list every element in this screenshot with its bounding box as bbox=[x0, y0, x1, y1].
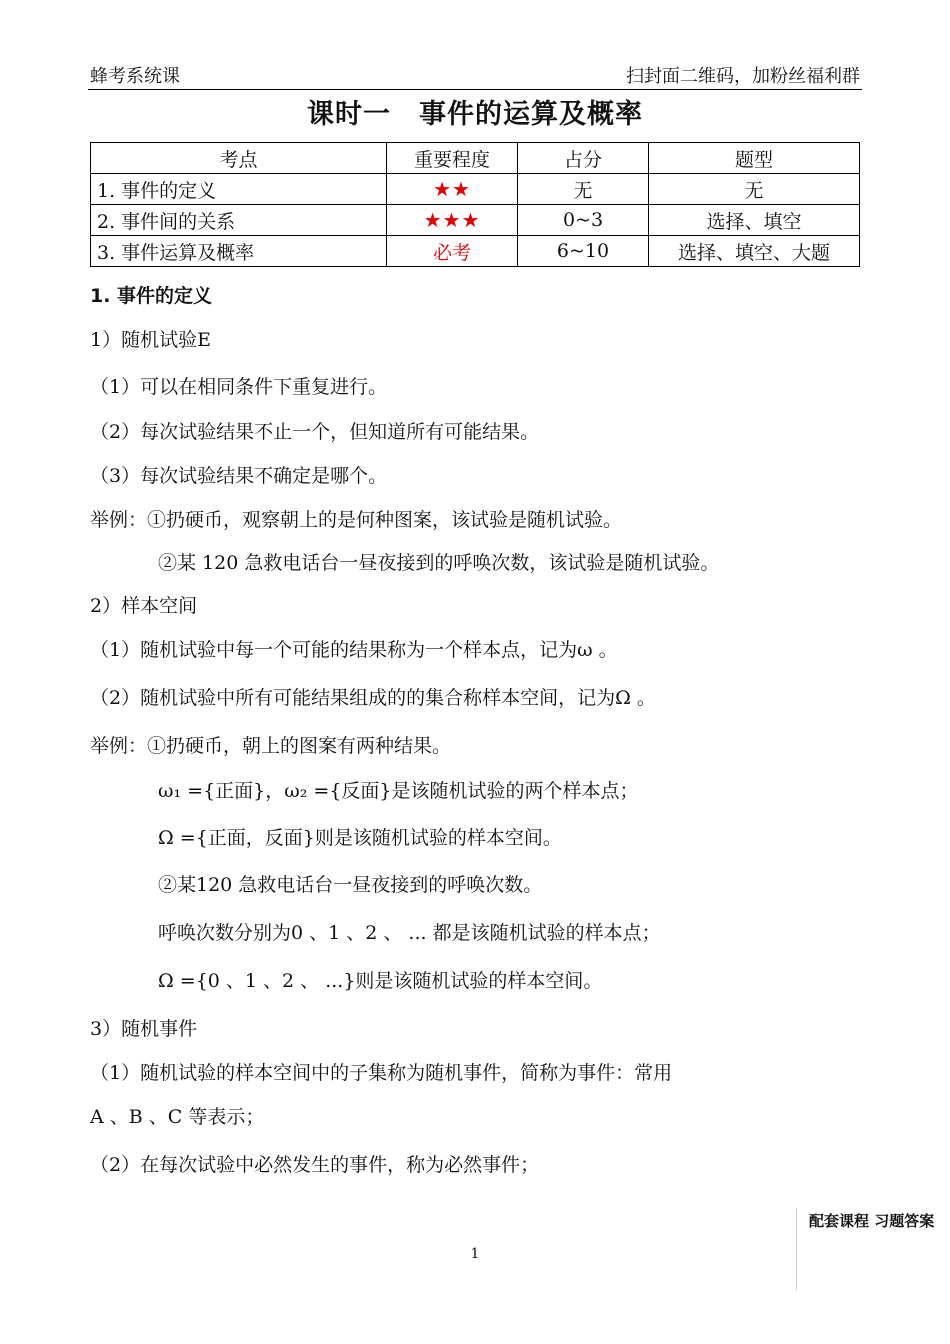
example-text: 呼唤次数分别为0 、1 、2 、 ... 都是该随机试验的样本点； bbox=[158, 922, 661, 944]
paragraph: （2）随机试验中所有可能结果组成的的集合称样本空间，记为Ω 。 bbox=[90, 687, 656, 709]
example-text: 举例：①扔硬币，观察朝上的是何种图案，该试验是随机试验。 bbox=[90, 509, 623, 531]
table-row bbox=[91, 205, 860, 236]
paragraph: （1）可以在相同条件下重复进行。 bbox=[90, 376, 388, 398]
table-row bbox=[91, 174, 860, 205]
example-text: ②某120 急救电话台一昼夜接到的呼唤次数。 bbox=[158, 874, 543, 896]
header-left: 蜂考系统课 bbox=[90, 66, 180, 87]
section-heading: 1. 事件的定义 bbox=[90, 285, 213, 307]
header-rule bbox=[88, 89, 862, 90]
page-title: 课时一 事件的运算及概率 bbox=[307, 99, 643, 130]
paragraph: （2）在每次试验中必然发生的事件，称为必然事件； bbox=[90, 1154, 540, 1176]
topic-cell: 1. 事件的定义 bbox=[91, 174, 387, 205]
paragraph: （3）每次试验结果不确定是哪个。 bbox=[90, 465, 388, 487]
type-cell: 选择、填空 bbox=[649, 205, 860, 236]
example-text: 举例：①扔硬币，朝上的图案有两种结果。 bbox=[90, 735, 452, 757]
example-text: Ω ={0 、1 、2 、 ...}则是该随机试验的样本空间。 bbox=[158, 970, 603, 992]
header-importance: 重要程度 bbox=[387, 143, 518, 174]
score-cell: 0~3 bbox=[518, 205, 649, 236]
table-header-row bbox=[91, 143, 860, 174]
score-cell: 6~10 bbox=[518, 236, 649, 267]
type-cell: 选择、填空、大题 bbox=[649, 236, 860, 267]
subheading-random-event: 3）随机事件 bbox=[90, 1018, 198, 1040]
example-text: ω₁ ={正面}，ω₂ ={反面}是该随机试验的两个样本点； bbox=[158, 780, 639, 802]
header-right: 扫封面二维码，加粉丝福利群 bbox=[626, 66, 860, 87]
paragraph: （1）随机试验的样本空间中的子集称为随机事件，简称为事件：常用 bbox=[90, 1062, 673, 1084]
page-number: 1 bbox=[470, 1246, 480, 1262]
example-text: Ω ={正面，反面}则是该随机试验的样本空间。 bbox=[158, 827, 562, 849]
topic-cell: 3. 事件运算及概率 bbox=[91, 236, 387, 267]
corner-label[interactable]: 配套课程 习题答案 bbox=[809, 1212, 935, 1230]
paragraph: （1）随机试验中每一个可能的结果称为一个样本点，记为ω 。 bbox=[90, 639, 618, 661]
header-topic: 考点 bbox=[91, 143, 387, 174]
header-score: 占分 bbox=[518, 143, 649, 174]
paragraph: A 、B 、C 等表示； bbox=[90, 1106, 265, 1128]
topic-cell: 2. 事件间的关系 bbox=[91, 205, 387, 236]
importance-stars: ★★★ bbox=[387, 205, 518, 236]
subheading-random-experiment: 1）随机试验E bbox=[90, 329, 211, 351]
example-text: ②某 120 急救电话台一昼夜接到的呼唤次数，该试验是随机试验。 bbox=[158, 552, 720, 574]
score-cell: 无 bbox=[518, 174, 649, 205]
subheading-sample-space: 2）样本空间 bbox=[90, 595, 198, 617]
paragraph: （2）每次试验结果不止一个，但知道所有可能结果。 bbox=[90, 421, 540, 443]
header-type: 题型 bbox=[649, 143, 860, 174]
table-row bbox=[91, 236, 860, 267]
importance-stars: ★★ bbox=[387, 174, 518, 205]
type-cell: 无 bbox=[649, 174, 860, 205]
importance-required: 必考 bbox=[387, 236, 518, 267]
exam-points-table bbox=[90, 142, 860, 267]
